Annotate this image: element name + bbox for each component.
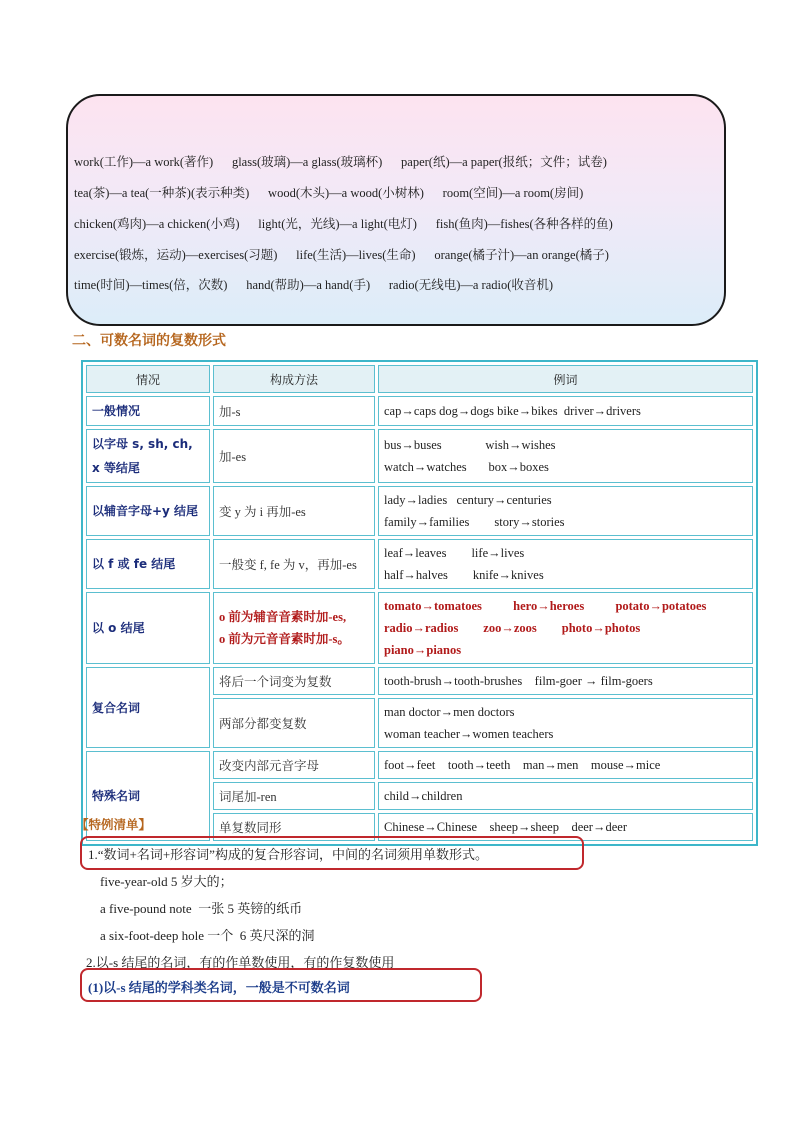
table-row [86,486,753,536]
header-situation: 情况 [86,365,210,393]
category-cell: 以字母 s, sh, ch, x 等结尾 [86,429,210,483]
examples-cell [378,698,753,748]
method-cell: 改变内部元音字母 [213,751,375,779]
examples-cell [378,592,753,664]
method-cell: 变 y 为 i 再加-es [213,486,375,536]
category-cell: 以 f 或 fe 结尾 [86,539,210,589]
examples-cell [378,539,753,589]
example-line: family→families story→stories [384,515,565,529]
rule1-text: 1.“数词+名词+形容词”构成的复合形容词，中间的名词须用单数形式。 [88,847,488,862]
table-row [86,667,753,695]
rule1-example-1: five-year-old 5 岁大的； [100,874,233,889]
header-examples: 例词 [378,365,753,393]
example-line: leaf→leaves life→lives [384,546,525,560]
table-row [86,429,753,483]
special-list-heading: 【特例清单】 [76,817,152,832]
example-line: bus→buses wish→wishes [384,438,556,452]
example-line: Chinese→Chinese sheep→sheep deer→deer [384,820,627,834]
box-line-4: exercise(锻炼，运动)—exercises(习题) life(生活)—lives(生命) orange(橘子汁)—an orange(橘子) [74,248,609,262]
box-line-5: time(时间)—times(倍，次数) hand(帮助)—a hand(手) radio(无线电)—a radio(收音机) [74,278,554,292]
examples-cell [378,782,753,810]
example-line: radio→radios zoo→zoos photo→photos [384,621,641,635]
examples-cell [378,396,753,426]
method-line: o 前为元音音素时加-s。 [219,632,350,646]
method-cell: 词尾加-ren [213,782,375,810]
method-cell: 将后一个词变为复数 [213,667,375,695]
table-row [86,751,753,779]
examples-cell [378,667,753,695]
rule2-text: 2.以-s 结尾的名词，有的作单数使用，有的作复数使用 [86,955,395,970]
word-pairs-box [66,94,726,326]
examples-cell [378,486,753,536]
category-cell: 一般情况 [86,396,210,426]
rule2-1-text: (1)以-s 结尾的学科类名词，一般是不可数名词 [88,980,350,995]
method-line: o 前为辅音音素时加-es, [219,610,347,624]
example-line: child→children [384,789,463,803]
section-heading: 二、可数名词的复数形式 [72,333,226,349]
category-cell: 特殊名词 [86,751,210,841]
box-line-1: work(工作)—a work(著作) glass(玻璃)—a glass(玻璃杯) paper(纸)—a paper(报纸；文件；试卷) [74,155,607,169]
example-line: cap→caps dog→dogs bike→bikes driver→drivers [384,404,641,418]
example-line: foot→feet tooth→teeth man→men mouse→mice [384,758,661,772]
examples-cell [378,751,753,779]
rule1-example-2: a five-pound note 一张 5 英镑的纸币 [100,901,303,916]
header-method: 构成方法 [213,365,375,393]
example-line: woman teacher→women teachers [384,727,554,741]
method-cell: 两部分都变复数 [213,698,375,748]
example-line: lady→ladies century→centuries [384,493,552,507]
method-cell: 一般变 f, fe 为 v，再加-es [213,539,375,589]
table-row [86,396,753,426]
example-line: half→halves knife→knives [384,568,544,582]
category-cell: 以辅音字母+y 结尾 [86,486,210,536]
category-cell: 以 o 结尾 [86,592,210,664]
box-line-2: tea(茶)—a tea(一种茶)(表示种类) wood(木头)—a wood(小树林) room(空间)—a room(房间) [74,186,584,200]
example-line: tomato→tomatoes hero→heroes potato→potatoes [384,599,707,613]
method-cell: 单复数同形 [213,813,375,841]
example-line: watch→watches box→boxes [384,460,549,474]
rule1-example-3: a six-foot-deep hole 一个 6 英尺深的洞 [100,928,315,943]
category-cell: 复合名词 [86,667,210,748]
method-cell [213,592,375,664]
method-cell: 加-es [213,429,375,483]
example-line: man doctor→men doctors [384,705,515,719]
table-row [86,592,753,664]
example-line: piano→pianos [384,643,462,657]
table-header-row [86,365,753,393]
examples-cell [378,429,753,483]
method-cell: 加-s [213,396,375,426]
table-row [86,539,753,589]
box-line-3: chicken(鸡肉)—a chicken(小鸡) light(光，光线)—a light(电灯) fish(鱼肉)—fishes(各种各样的鱼) [74,217,613,231]
plural-rules-table [81,360,758,846]
example-line: tooth-brush→tooth-brushes film-goer → film-goers [384,674,653,688]
